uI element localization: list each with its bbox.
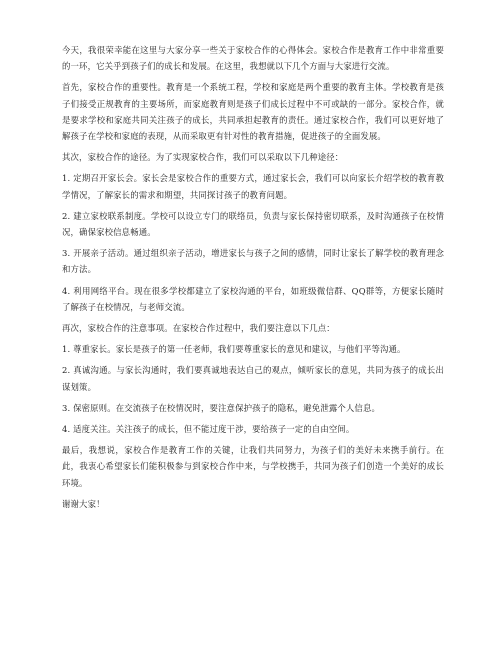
- intro-paragraph: 今天，我很荣幸能在这里与大家分享一些关于家校合作的心得体会。家校合作是教育工作中非常重要的一环，它关乎到孩子们的成长和发展。在这里，我想就以下几个方面与大家进行交流。: [62, 45, 444, 72]
- list-item-number: 4.: [62, 285, 71, 296]
- list-item: [62, 283, 444, 315]
- list-item-number: 2.: [62, 210, 71, 221]
- notes-intro-paragraph: 再次，家校合作的注意事项。在家校合作过程中，我们要注意以下几点：: [62, 323, 335, 334]
- importance-paragraph: 首先，家校合作的重要性。教育是一个系统工程，学校和家庭是两个重要的教育主体。学校教育是孩子们接受正规教育的主要场所，而家庭教育则是孩子们成长过程中不可或缺的一部分。家校合作，就是要求学校和家庭共同关注孩子的成长，共同承担起教育的责任。通过家校合作，我们可以更好地了解孩子在学校和家庭的表现，从而采取更有针对性的教育措施，促进孩子的全面发展。: [62, 82, 444, 142]
- list-item-text: 开展亲子活动。通过组织亲子活动，增进家长与孩子之间的感情，同时让家长了解学校的教育理念和方法。: [62, 248, 445, 275]
- closing-line: 谢谢大家！: [62, 498, 105, 509]
- list-item-text: 保密原则。在交流孩子在校情况时，要注意保护孩子的隐私，避免泄露个人信息。: [73, 402, 381, 413]
- list-item-number: 2.: [62, 365, 71, 376]
- list-item-text: 利用网络平台。现在很多学校都建立了家校沟通的平台，如班级微信群、QQ群等，方便家长随时了解孩子在校情况，与老师交流。: [62, 285, 445, 312]
- list-item-number: 1.: [62, 173, 71, 184]
- document-body: [62, 42, 444, 517]
- list-item: [62, 170, 444, 202]
- list-item-number: 1.: [62, 344, 71, 355]
- list-item-number: 3.: [62, 402, 71, 413]
- list-item-text: 建立家校联系制度。学校可以设立专门的联络员，负责与家长保持密切联系，及时沟通孩子在校情况，确保家校信息畅通。: [62, 210, 445, 238]
- list-item: [62, 400, 444, 416]
- list-item: [62, 362, 444, 394]
- conclusion-paragraph: 最后，我想说，家校合作是教育工作的关键，让我们共同努力，为孩子们的美好未来携手前行。在此，我衷心希望家长们能积极参与到家校合作中来，与学校携手，共同为孩子们创造一个美好的成长环境。: [62, 445, 444, 488]
- list-item-text: 适度关注。关注孩子的成长，但不能过度干涉，要给孩子一定的自由空间。: [73, 424, 355, 435]
- list-item-text: 真诚沟通。与家长沟通时，我们要真诚地表达自己的观点，倾听家长的意见，共同为孩子的成长出谋划策。: [62, 365, 445, 392]
- list-item: [62, 245, 444, 277]
- ways-intro-paragraph: 其次，家校合作的途径。为了实现家校合作，我们可以采取以下几种途径：: [62, 152, 344, 163]
- list-item-number: 4.: [62, 424, 71, 435]
- list-item: [62, 341, 444, 357]
- list-item: [62, 208, 444, 240]
- list-item-text: 定期召开家长会。家长会是家校合作的重要方式，通过家长会，我们可以向家长介绍学校的教育教学情况，了解家长的需求和期望，共同探讨孩子的教育问题。: [62, 173, 445, 200]
- list-item-number: 3.: [62, 248, 71, 259]
- list-item: [62, 421, 444, 437]
- list-item-text: 尊重家长。家长是孩子的第一任老师，我们要尊重家长的意见和建议，与他们平等沟通。: [73, 344, 406, 355]
